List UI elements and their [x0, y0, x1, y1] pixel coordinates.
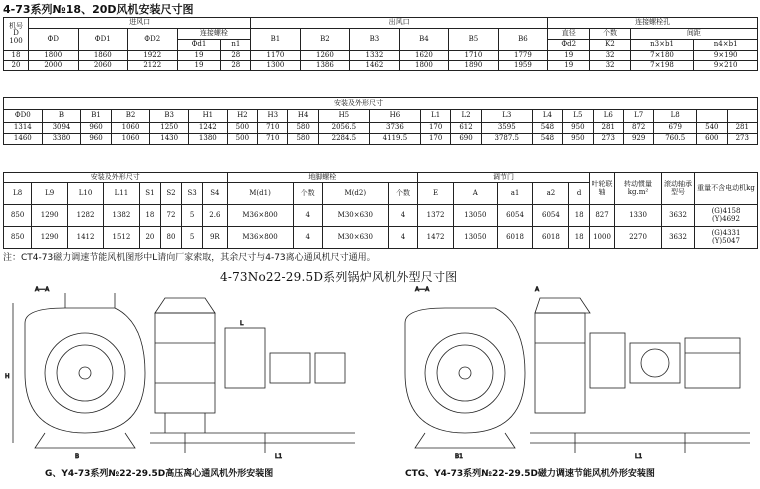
label-b1-right: B1 [455, 453, 463, 460]
section-label-right: A—A [415, 286, 430, 293]
page-title: 4-73系列№18、20D风机安装尺寸图 [3, 3, 194, 16]
table-row: 850 1290 1412 1512 20 80 5 9R M36×800 4 M30×630 4 1472 13050 6018 6018 18 1000 2270 3632 (G)4331 (Y)5047 [4, 227, 758, 249]
table-row: 18 1800 1860 1922 19 28 1170 1260 1332 1620 1710 1779 19 32 7×180 9×190 [4, 51, 758, 61]
header-inlet: 进风口 [29, 18, 251, 29]
header-bolt-hole: 连接螺栓孔 [548, 18, 758, 29]
table-row: 850 1290 1282 1382 18 72 5 2.6 M36×800 4 M30×630 4 1372 13050 6054 6054 18 827 1330 3632 (G)4158 (Y)4692 [4, 205, 758, 227]
table-row: 20 2000 2060 2122 19 28 1300 1386 1462 1800 1890 1959 19 32 7×198 9×210 [4, 61, 758, 71]
label-b-left: B [75, 453, 80, 460]
label-l1-left: L1 [275, 453, 283, 460]
caption-left: G、Y4-73系列№22-29.5D高压离心通风机外形安装图 [45, 469, 274, 479]
label-l1-right: L1 [635, 453, 643, 460]
header-machine-no: 机号 D 100 [4, 18, 29, 51]
table-install-dimensions: 安装及外形尺寸 ФD0 B B1 B2 B3 H1 H2 H3 H4 H5 H6 L1 L2 L3 L4 L5 L6 L7 L8 1314 3094 960 1060 1250 1242 500 710 580 2056.5 3736 170 612 3595 548 950 281 872 679 540 281 1460 3380 960 1060 1430 1380 500 710 580 2284.5 4119.5 170 690 3787.5 548 950 273 929 760.5 600 273 [3, 97, 758, 145]
caption-right: CTG、Y4-73系列№22-29.5D磁力调速节能风机外形安装图 [405, 469, 655, 479]
table-row: 1460 3380 960 1060 1430 1380 500 710 580 2284.5 4119.5 170 690 3787.5 548 950 273 929 760.5 600 273 [4, 134, 758, 145]
fan-drawing-left [5, 283, 380, 463]
header-outlet: 出风口 [251, 18, 548, 29]
table-inlet-outlet: 机号 D 100 进风口 出风口 连接螺栓孔 ФD ФD1 ФD2 连接螺栓 B1 B2 B3 B4 B5 B6 直径 个数 间距 Фd1 n1 Фd2 K2 n3×b1 n4×b1 18 1800 1860 1922 19 28 1170 1260 1332 1620 1710 1779 19 32 7×180 9×190 20 2000 2060 2122 19 28 1300 1386 1462 1800 1890 1959 19 32 7×198 9×210 [3, 17, 758, 71]
arrow-a-right: A [535, 286, 540, 293]
section-label-left: A—A [35, 286, 50, 293]
label-h-left: H [5, 373, 10, 380]
table-row: 1314 3094 960 1060 1250 1242 500 710 580 2056.5 3736 170 612 3595 548 950 281 872 679 540 281 [4, 123, 758, 134]
label-l-left: L [240, 320, 244, 327]
footnote: 注：CT4-73磁力调速节能风机图形中L请向厂家索取，其余尺寸与4-73离心通风机尺寸通用。 [3, 253, 376, 263]
fan-drawing-right [385, 283, 757, 463]
table-anchor-adjust: 安装及外形尺寸 地脚螺栓 调节门 叶轮联轴 转动惯量 kg.m² 滚动轴承型号 重量不含电动机kg L8 L9 L10 L11 S1 S2 S3 S4 M(d1) 个数 M(d2) 个数 E A a1 a2 d 850 1290 1282 1382 18 72 5 2.6 M36×800 4 M30×630 4 1372 13050 6054 6054 18 827 1330 3632 (G)4158 (Y)4692 850 1290 1412 1512 20 80 5 9R M36×800 4 M30×630 4 1472 13050 6018 6018 18 1000 2270 3632 (G)4331 (Y)5047 [3, 172, 758, 249]
drawing-title: 4-73No22-29.5D系列锅炉风机外型尺寸图 [220, 270, 458, 284]
